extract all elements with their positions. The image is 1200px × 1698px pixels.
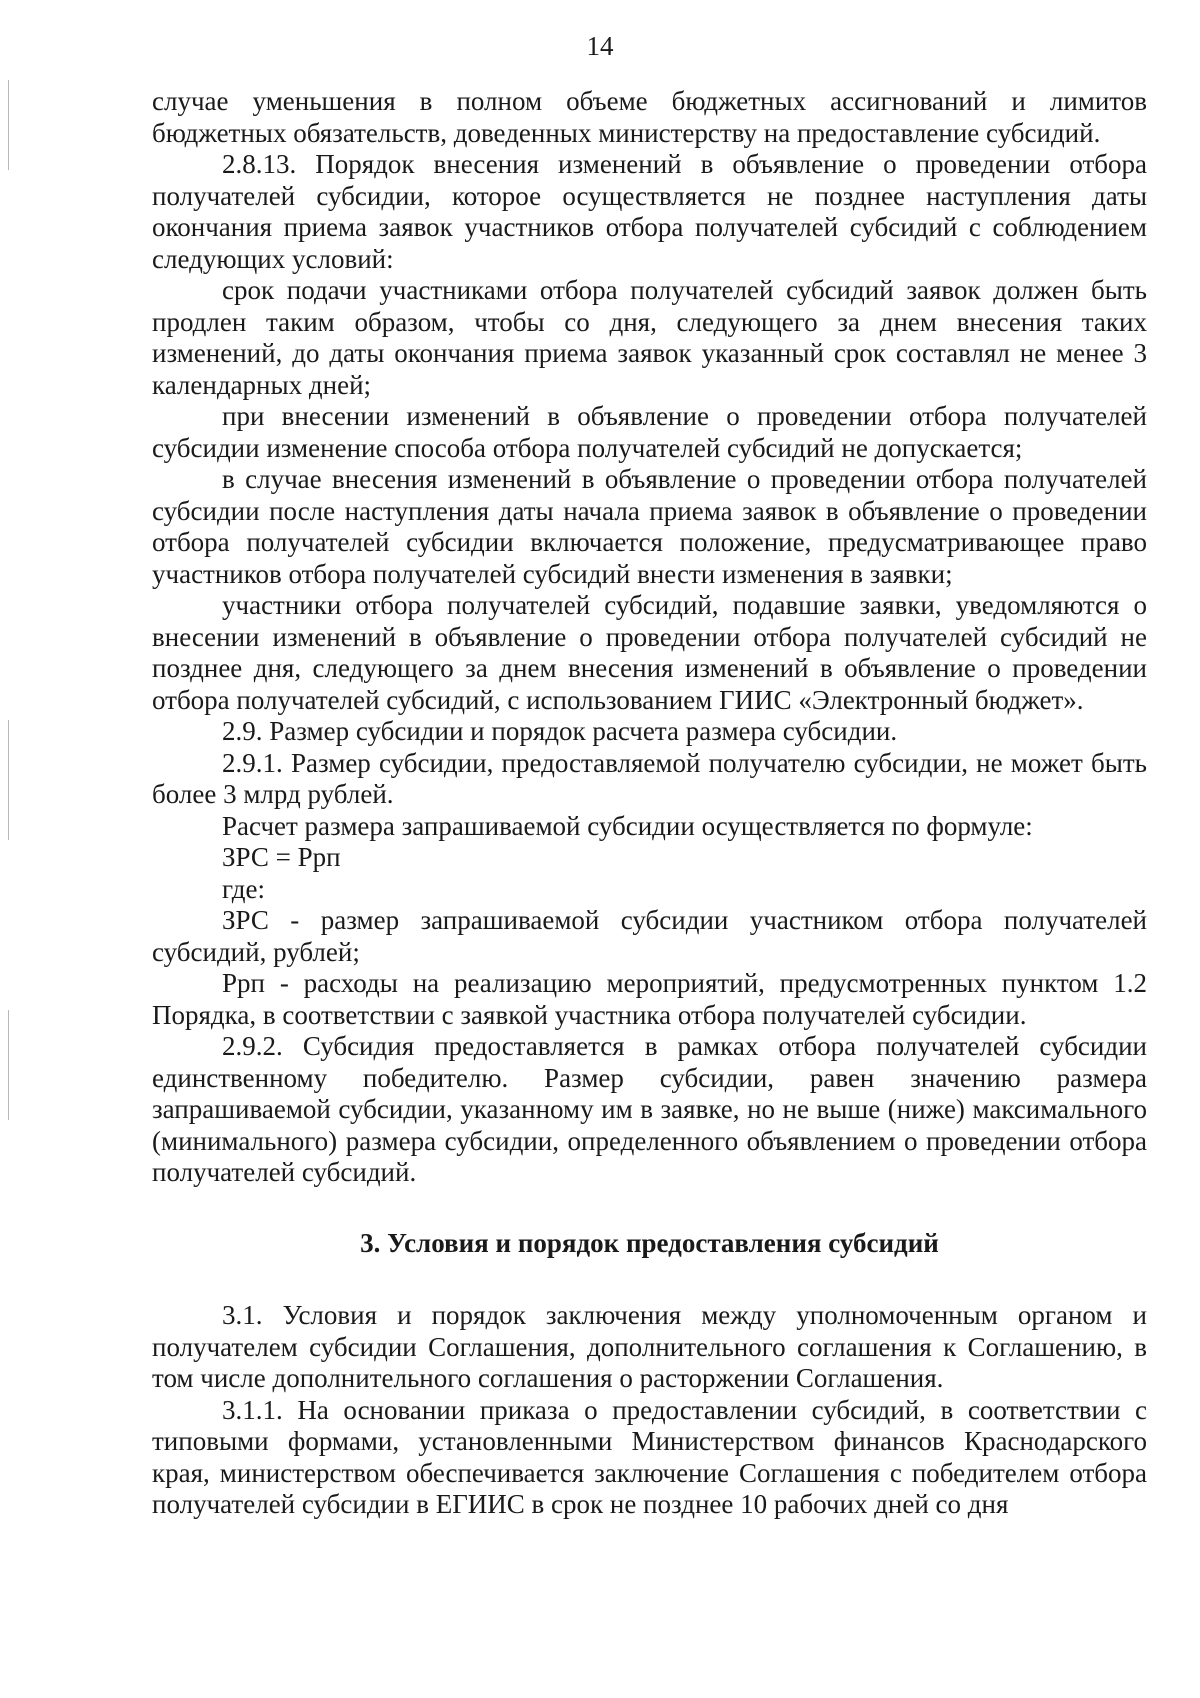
paragraphs-before-heading (152, 86, 1147, 1189)
paragraph: Ррп - расходы на реализацию мероприятий, предусмотренных пунктом 1.2 Порядка, в соответствии с заявкой участника отбора получателей субсидии. (152, 968, 1147, 1030)
paragraph: случае уменьшения в полном объеме бюджетных ассигнований и лимитов бюджетных обязательств, доведенных министерству на предоставление субсидий. (152, 86, 1147, 148)
page-number: 14 (586, 31, 614, 61)
paragraph: участники отбора получателей субсидий, подавшие заявки, уведомляются о внесении изменений в объявление о проведении отбора получателей субсидий не позднее дня, следующего за днем внесения изменений в объявление о проведении отбора получателей субсидий, с использованием ГИИС «Электронный бюджет». (152, 590, 1147, 715)
paragraph: 2.8.13. Порядок внесения изменений в объявление о проведении отбора получателей субсидии, которое осуществляется не позднее наступления даты окончания приема заявок участников отбора получателей субсидий с соблюдением следующих условий: (152, 149, 1147, 274)
paragraph: Расчет размера запрашиваемой субсидии осуществляется по формуле: (222, 810, 1033, 841)
paragraph: срок подачи участниками отбора получателей субсидий заявок должен быть продлен таким образом, чтобы со дня, следующего за днем внесения таких изменений, до даты окончания приема заявок указанный срок составлял не менее 3 календарных дней; (152, 275, 1147, 400)
paragraph: где: (222, 873, 265, 904)
scan-artifact (8, 80, 9, 170)
paragraph: 2.9.2. Субсидия предоставляется в рамках отбора получателей субсидии единственному победителю. Размер субсидии, равен значению размера запрашиваемой субсидии, указанному им в заявке, но не выше (ниже) максимального (минимального) размера субсидии, определенного объявлением о проведении отбора получателей субсидий. (152, 1031, 1147, 1187)
paragraph: 3.1. Условия и порядок заключения между уполномоченным органом и получателем субсидии Соглашения, дополнительного соглашения к Соглашению, в том числе дополнительного соглашения о расторжении Соглашения. (152, 1300, 1147, 1393)
paragraph: ЗРС - размер запрашиваемой субсидии участником отбора получателей субсидий, рублей; (152, 905, 1147, 967)
paragraph: 3.1.1. На основании приказа о предоставлении субсидий, в соответствии с типовыми формами, установленными Министерством финансов Краснодарского края, министерством обеспечивается заключение Соглашения с победителем отбора получателей субсидии в ЕГИИС в срок не позднее 10 рабочих дней со дня (152, 1394, 1147, 1519)
paragraph: в случае внесения изменений в объявление о проведении отбора получателей субсидии после наступления даты начала приема заявок в объявление о проведении отбора получателей субсидии включается положение, предусматривающее право участников отбора получателей субсидий внести изменения в заявки; (152, 464, 1147, 589)
scan-artifact (8, 720, 9, 840)
section-heading: 3. Условия и порядок предоставления субсидий (360, 1227, 939, 1258)
paragraph: ЗРС = Ррп (222, 842, 341, 872)
document-body (152, 86, 1147, 1521)
paragraph: при внесении изменений в объявление о проведении отбора получателей субсидии изменение способа отбора получателей субсидий не допускается; (152, 401, 1147, 463)
paragraph: 2.9. Размер субсидии и порядок расчета размера субсидии. (222, 716, 898, 746)
paragraphs-after-heading (152, 1300, 1147, 1521)
paragraph: 2.9.1. Размер субсидии, предоставляемой получателю субсидии, не может быть более 3 млрд рублей. (152, 747, 1147, 809)
scan-artifact (8, 1010, 9, 1120)
